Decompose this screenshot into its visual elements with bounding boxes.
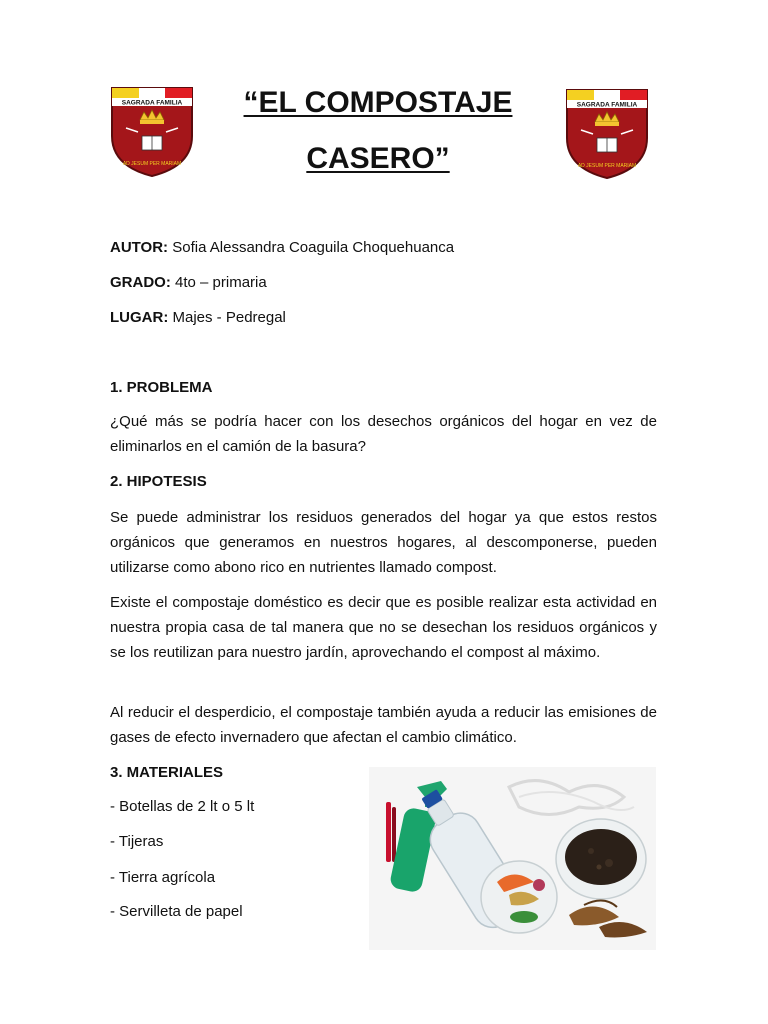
author-row xyxy=(110,239,454,256)
place-label: LUGAR: xyxy=(110,309,169,326)
crest-banner-text: SAGRADA FAMILIA xyxy=(576,101,638,109)
grade-label: GRADO: xyxy=(110,274,171,291)
place-row xyxy=(110,309,286,326)
materials-list-item: - Botellas de 2 lt o 5 lt xyxy=(110,798,255,815)
crest-banner-text: SAGRADA FAMILIA xyxy=(121,99,183,107)
hypothesis-paragraph-3: Al reducir el desperdicio, el compostaje también ayuda a reducir las emisiones de gases de efecto invernadero que afectan el cambio climático. xyxy=(110,704,657,746)
hypothesis-paragraph-2: Existe el compostaje doméstico es decir que es posible realizar esta actividad en nuestra propia casa de tal manera que no se desechan los residuos orgánicos y se los reutilizan para nuestro jardín, aprovechando el compost al máximo. xyxy=(110,594,657,661)
hypothesis-paragraph-1: Se puede administrar los residuos generados del hogar ya que estos restos orgánicos que generamos en nuestros hogares, al descomponerse, pueden utilizarse como abono rico en nutrientes llamado compost. xyxy=(110,509,657,576)
document-title-line2: CASERO” xyxy=(306,142,450,175)
place-value: Majes - Pedregal xyxy=(172,309,286,326)
author-label: AUTOR: xyxy=(110,239,169,256)
materials-photo-image xyxy=(369,767,656,950)
school-crest-right-icon xyxy=(565,88,649,180)
materials-list-item: - Tijeras xyxy=(110,833,164,850)
author-value: Sofia Alessandra Coaguila Choquehuanca xyxy=(172,239,455,256)
hypothesis-heading: 2. HIPOTESIS xyxy=(110,473,207,490)
materials-list-item: - Tierra agrícola xyxy=(110,869,216,886)
grade-row xyxy=(110,274,267,291)
materials-list-item: - Servilleta de papel xyxy=(110,903,243,920)
crest-motto-text: AD JESUM PER MARIAM xyxy=(122,161,182,167)
problem-text: ¿Qué más se podría hacer con los desechos orgánicos del hogar en vez de eliminarlos en el camión de la basura? xyxy=(110,413,657,455)
grade-value: 4to – primaria xyxy=(175,274,267,291)
crest-motto-text: AD JESUM PER MARIAM xyxy=(577,163,637,169)
problem-heading: 1. PROBLEMA xyxy=(110,379,213,396)
school-crest-left-icon xyxy=(110,86,194,178)
document-title-line1: “EL COMPOSTAJE xyxy=(243,86,513,119)
materials-heading: 3. MATERIALES xyxy=(110,764,224,781)
